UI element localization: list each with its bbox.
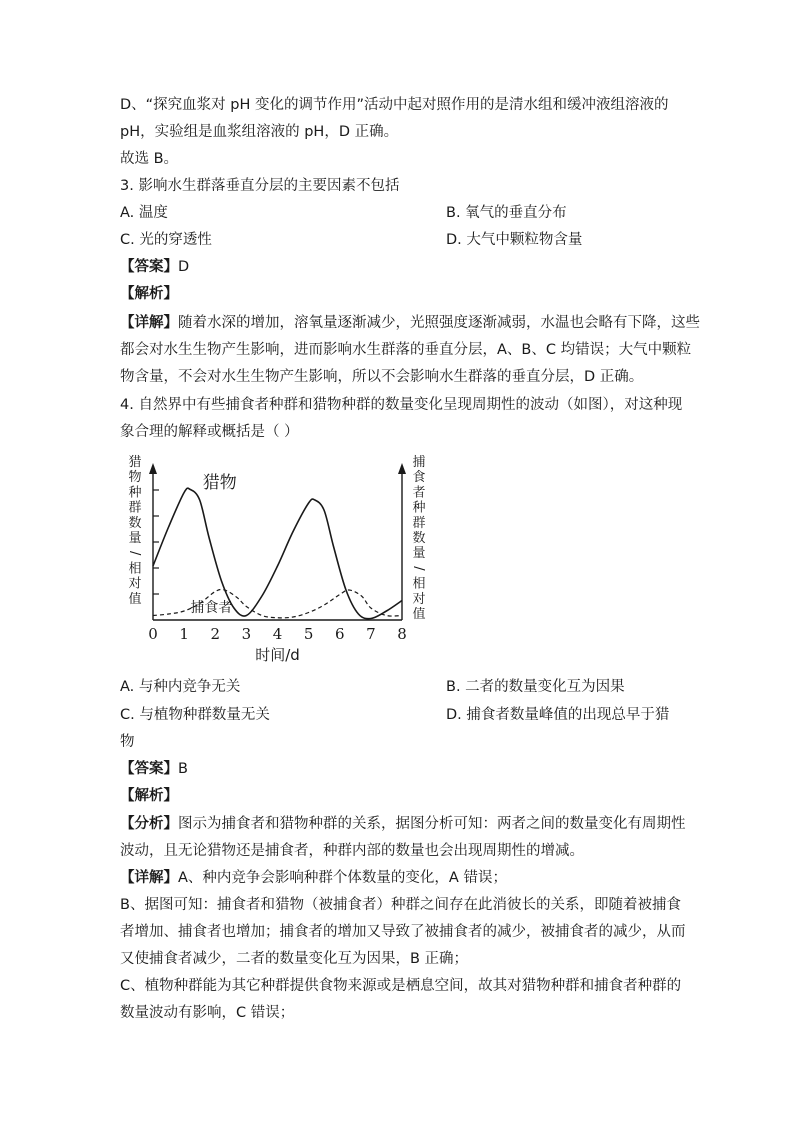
population-chart <box>120 452 430 672</box>
detail-line: B、据图可知：捕食者和猎物（被捕食者）种群之间存在此消彼长的关系，即随着被捕食 <box>120 897 681 913</box>
x-tick-label: 1 <box>179 625 189 643</box>
axis-title-char: 种 <box>412 500 426 516</box>
option-b: B. 氧气的垂直分布 <box>446 205 567 221</box>
detail-line: 数量波动有影响，C 错误； <box>120 1005 295 1021</box>
detail-text: 随着水深的增加，溶氧量逐渐减少，光照强度逐渐减弱，水温也会略有下降，这些 <box>178 315 700 331</box>
fenxi-line: 波动，且无论猎物还是捕食者，种群内部的数量也会出现周期性的增减。 <box>120 843 584 859</box>
axis-title-char: 量 <box>412 546 426 562</box>
y-axis-title-right <box>411 454 426 622</box>
detail-line: 物含量，不会对水生生物产生影响，所以不会影响水生群落的垂直分层，D 正确。 <box>120 369 644 385</box>
question-stem: 3. 影响水生群落垂直分层的主要因素不包括 <box>120 178 400 194</box>
axis-title-char: 数 <box>412 531 426 546</box>
text-line: pH，实验组是血浆组溶液的 pH，D 正确。 <box>120 124 399 140</box>
option-d: D. 大气中颗粒物含量 <box>446 232 583 248</box>
option-d-continued: 物 <box>120 734 135 750</box>
x-tick-label: 4 <box>272 625 283 643</box>
axis-title-char: 物 <box>128 470 142 486</box>
y-axis-left-arrow <box>149 463 157 474</box>
axis-title-char: 者 <box>412 485 426 501</box>
analysis-tag: 【解析】 <box>120 788 178 804</box>
axis-title-char: 种 <box>128 485 142 501</box>
x-tick-label: 7 <box>366 625 376 643</box>
text-line: 故选 B。 <box>120 151 179 167</box>
axis-title-char: 食 <box>412 470 426 486</box>
answer-tag: 【答案】 <box>120 259 178 275</box>
x-tick-label: 8 <box>397 625 407 643</box>
answer-tag: 【答案】 <box>120 761 178 777</box>
fenxi-line <box>120 814 686 834</box>
question-stem: 4. 自然界中有些捕食者种群和猎物种群的数量变化呈现周期性的波动（如图），对这种现 <box>120 397 683 413</box>
x-tick-label: 3 <box>241 625 252 643</box>
detail-line: 都会对水生生物产生影响，进而影响水生群落的垂直分层，A、B、C 均错误；大气中颗粒 <box>120 342 692 358</box>
option-d: D. 捕食者数量峰值的出现总早于猎 <box>446 707 670 723</box>
y-axis-right-arrow <box>398 463 406 474</box>
axis-title-char: 量 <box>128 531 142 546</box>
series-label-predator: 捕食者 <box>190 599 233 616</box>
y-axis-title-left <box>127 454 142 607</box>
axis-title-char: 对 <box>412 591 426 607</box>
axis-title-char: 对 <box>128 576 142 592</box>
axis-title-char: 群 <box>412 515 426 531</box>
option-a: A. 温度 <box>120 205 168 221</box>
x-tick-label: 5 <box>303 625 314 643</box>
text-line: D、“探究血浆对 pH 变化的调节作用”活动中起对照作用的是清水组和缓冲液组溶液的 <box>120 97 669 113</box>
detail-line <box>120 313 700 333</box>
x-tick-label: 0 <box>148 625 158 643</box>
option-c: C. 光的穿透性 <box>120 232 212 248</box>
option-c: C. 与植物种群数量无关 <box>120 707 270 723</box>
axis-title-char: 相 <box>128 561 142 577</box>
fenxi-tag: 【分析】 <box>120 816 178 832</box>
axis-title-char: 值 <box>412 607 426 622</box>
series-label-prey: 猎物 <box>202 473 237 493</box>
detail-text: A、种内竞争会影响种群个体数量的变化，A 错误； <box>178 870 507 886</box>
option-b: B. 二者的数量变化互为因果 <box>446 679 625 695</box>
detail-line: C、植物种群能为其它种群提供食物来源或是栖息空间，故其对猎物种群和捕食者种群的 <box>120 978 682 994</box>
detail-tag: 【详解】 <box>120 315 178 331</box>
axis-title-char: 猎 <box>128 455 142 470</box>
detail-tag: 【详解】 <box>120 870 178 886</box>
x-tick-label: 6 <box>334 625 345 643</box>
answer-value: B <box>178 761 188 777</box>
option-a: A. 与种内竞争无关 <box>120 679 241 695</box>
answer-value: D <box>178 259 190 275</box>
x-tick-label: 2 <box>210 625 221 643</box>
question-stem: 象合理的解释或概括是（ ） <box>120 424 299 440</box>
detail-line <box>120 868 507 888</box>
axis-title-char: / <box>411 566 426 571</box>
answer-line <box>120 257 189 277</box>
answer-line <box>120 759 188 779</box>
axis-title-char: 值 <box>128 591 142 607</box>
detail-line: 又使捕食者减少，二者的数量变化互为因果，B 正确； <box>120 951 469 967</box>
axis-title-char: 相 <box>412 576 426 592</box>
axis-title-char: 群 <box>128 500 142 516</box>
axis-title-char: / <box>127 551 142 556</box>
fenxi-text: 图示为捕食者和猎物种群的关系，据图分析可知：两者之间的数量变化有周期性 <box>178 816 686 832</box>
analysis-tag: 【解析】 <box>120 286 178 302</box>
x-axis-title: 时间/d <box>255 646 300 664</box>
axis-title-char: 数 <box>128 515 142 531</box>
detail-line: 者增加、捕食者也增加；捕食者的增加又导致了被捕食者的减少，被捕食者的减少，从而 <box>120 924 686 940</box>
axis-title-char: 捕 <box>412 455 426 470</box>
